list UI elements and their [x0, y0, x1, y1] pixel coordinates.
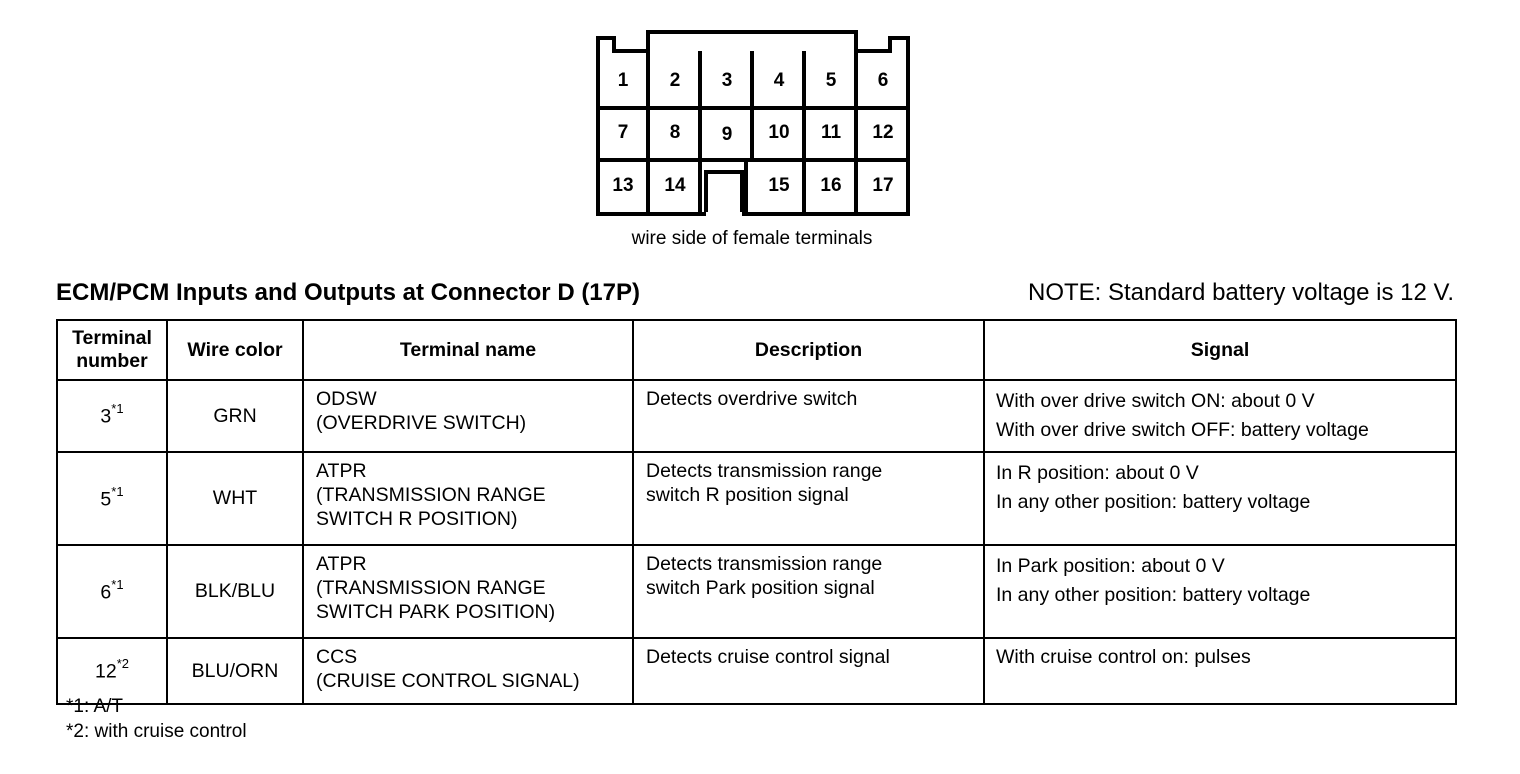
pin-12: 12 [872, 122, 894, 143]
description-cell: Detects transmission range switch R position signal [633, 452, 984, 545]
pin-2: 2 [669, 70, 681, 91]
footnote-1: *1: A/T [66, 696, 124, 717]
table-header-row [57, 320, 1456, 380]
terminal-name-cell: ATPR (TRANSMISSION RANGE SWITCH R POSITION) [303, 452, 633, 545]
pin-17: 17 [872, 175, 894, 196]
battery-voltage-note: NOTE: Standard battery voltage is 12 V. [1027, 279, 1454, 306]
description-cell: Detects overdrive switch [633, 380, 984, 452]
header-wire-color: Wire color [167, 320, 303, 380]
terminal-number-cell: 3$^{*1}$ [57, 380, 167, 452]
pin-14: 14 [664, 175, 686, 196]
pin-1: 1 [617, 70, 629, 91]
pin-4: 4 [773, 70, 785, 91]
connector-diagram [590, 28, 914, 220]
terminal-name-cell: CCS (CRUISE CONTROL SIGNAL) [303, 638, 633, 704]
footnotes [66, 694, 247, 744]
pin-10: 10 [768, 122, 790, 143]
pin-8: 8 [669, 122, 681, 143]
pin-7: 7 [617, 122, 629, 143]
terminal-number-cell: 12$^{*2}$ [57, 638, 167, 704]
terminal-number-cell: 5$^{*1}$ [57, 452, 167, 545]
pin-11: 11 [820, 122, 842, 143]
description-cell: Detects transmission range switch Park position signal [633, 545, 984, 638]
connector-caption: wire side of female terminals [631, 228, 873, 249]
terminal-number-cell: 6$^{*1}$ [57, 545, 167, 638]
signal-cell: In R position: about 0 V In any other position: battery voltage [984, 452, 1456, 545]
header-terminal-number: Terminal number [57, 320, 167, 380]
pin-3: 3 [721, 70, 733, 91]
header-signal: Signal [984, 320, 1456, 380]
terminal-name-cell: ODSW (OVERDRIVE SWITCH) [303, 380, 633, 452]
wire-color-cell: BLU/ORN [167, 638, 303, 704]
table-title: ECM/PCM Inputs and Outputs at Connector D (17P) [56, 279, 641, 306]
pin-6: 6 [877, 70, 889, 91]
wire-color-cell: GRN [167, 380, 303, 452]
footnote-2: *2: with cruise control [66, 721, 247, 742]
signal-cell: With cruise control on: pulses [984, 638, 1456, 704]
description-cell: Detects cruise control signal [633, 638, 984, 704]
signal-cell: In Park position: about 0 V In any other position: battery voltage [984, 545, 1456, 638]
wire-color-cell: WHT [167, 452, 303, 545]
table-row [57, 452, 1456, 545]
table-row [57, 638, 1456, 704]
signal-cell: With over drive switch ON: about 0 V With over drive switch OFF: battery voltage [984, 380, 1456, 452]
table-row [57, 545, 1456, 638]
table-row [57, 380, 1456, 452]
pin-13: 13 [612, 175, 634, 196]
pin-16: 16 [820, 175, 842, 196]
terminal-name-cell: ATPR (TRANSMISSION RANGE SWITCH PARK POSITION) [303, 545, 633, 638]
pin-5: 5 [825, 70, 837, 91]
terminal-table [56, 319, 1457, 705]
pin-9: 9 [721, 124, 733, 145]
pin-15: 15 [768, 175, 790, 196]
header-description: Description [633, 320, 984, 380]
wire-color-cell: BLK/BLU [167, 545, 303, 638]
header-terminal-name: Terminal name [303, 320, 633, 380]
